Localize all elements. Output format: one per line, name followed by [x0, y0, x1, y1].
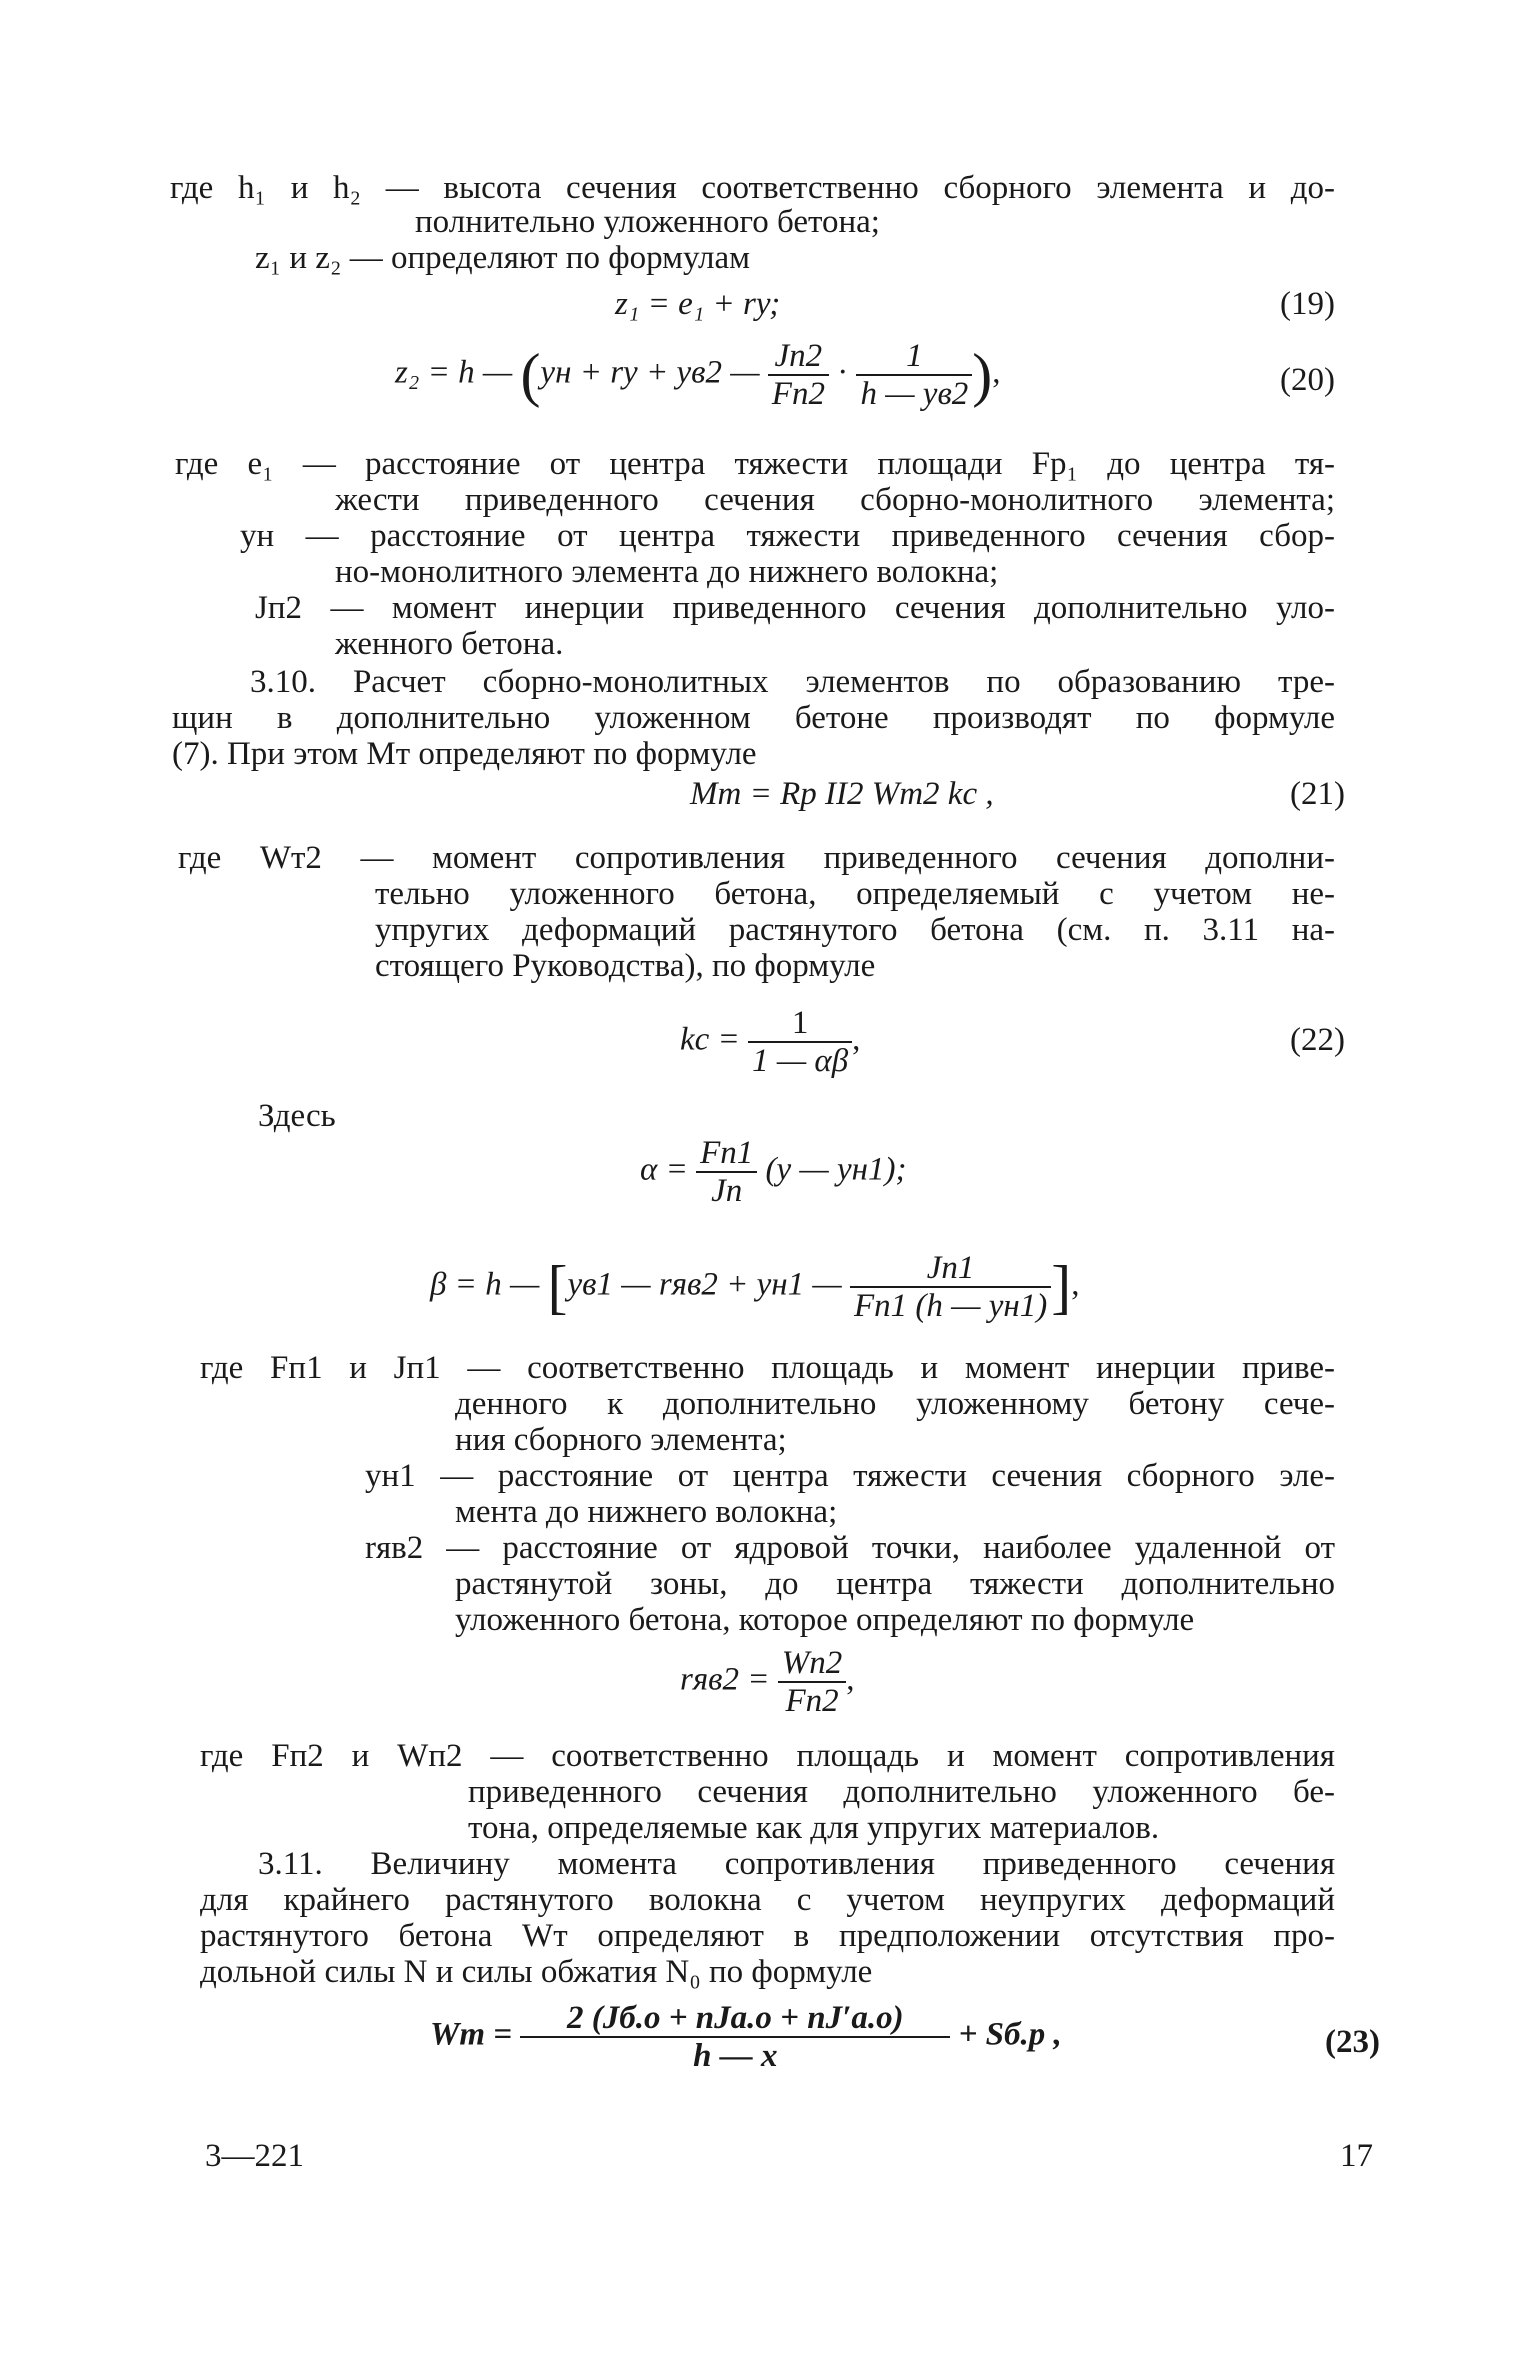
text-line: стоящего Руководства), по формуле — [375, 948, 876, 984]
alpha-tail: (y — yн1); — [765, 1151, 907, 1188]
text-line: тельно уложенного бетона, определяемый с учетом не- — [375, 876, 1335, 912]
fraction-numerator: Jп2 — [768, 338, 829, 376]
fraction-denominator: Fп2 — [771, 376, 825, 412]
text-line: растянутого бетона Wт определяют в предположении отсутствия про- — [200, 1918, 1335, 1954]
text-line: z₁ и z₂ — определяют по формулам — [255, 240, 751, 276]
text-line: Jп2 — момент инерции приведенного сечения дополнительно уло- — [255, 590, 1335, 626]
text-line: жести приведенного сечения сборно-монолитного элемента; — [335, 482, 1335, 518]
fraction-numerator: Fп1 — [696, 1135, 757, 1173]
text-line: дольной силы N и силы обжатия N₀ по формуле — [200, 1954, 873, 1990]
dot-operator: · — [837, 354, 849, 391]
fraction — [696, 1135, 757, 1209]
equation-20 — [395, 338, 1001, 412]
text-line: где e₁ — расстояние от центра тяжести площади Fр₁ до центра тя- — [175, 446, 1335, 482]
text-line: растянутой зоны, до центра тяжести дополнительно — [455, 1566, 1335, 1602]
text-line: где h₁ и h₂ — высота сечения соответственно сборного элемента и до- — [170, 170, 1335, 206]
equation-number: (20) — [1280, 362, 1335, 398]
text-line: где Fп2 и Wп2 — соответственно площадь и момент сопротивления — [200, 1738, 1335, 1774]
fraction — [520, 2000, 950, 2074]
fraction-denominator: Jп — [711, 1173, 743, 1209]
equation-23 — [430, 2000, 1062, 2074]
fraction-numerator: 2 (Jб.о + nJа.о + nJ′а.о) — [520, 2000, 950, 2038]
fraction-numerator: 1 — [748, 1005, 852, 1043]
fraction — [778, 1645, 847, 1719]
text-line: щин в дополнительно уложенном бетоне производят по формуле — [172, 700, 1335, 736]
eq23-tail: + Sб.р , — [958, 2016, 1062, 2053]
fraction-numerator: 1 — [856, 338, 972, 376]
equation-alpha — [640, 1135, 907, 1209]
beta-inner: yв1 — rяв2 + yн1 — — [567, 1266, 842, 1303]
text-line: но-монолитного элемента до нижнего волокна; — [335, 554, 999, 590]
equation-22 — [680, 1005, 860, 1079]
page-number: 17 — [1340, 2138, 1373, 2174]
text-line: приведенного сечения дополнительно уложенного бе- — [468, 1774, 1335, 1810]
close-bracket: ] — [1051, 1254, 1072, 1320]
fraction-denominator: h — x — [693, 2038, 778, 2074]
text-line: 3.10. Расчет сборно-монолитных элементов по образованию тре- — [250, 664, 1335, 700]
eq22-lhs: kс = — [680, 1021, 740, 1058]
open-bracket: [ — [547, 1254, 568, 1320]
fraction-denominator: Fп1 (h — yн1) — [853, 1288, 1048, 1324]
fraction-denominator: Fп2 — [785, 1683, 839, 1719]
text-line: (7). При этом Mт определяют по формуле — [172, 736, 757, 772]
fraction-numerator: Wп2 — [778, 1645, 847, 1683]
equation-number: (21) — [1290, 776, 1345, 812]
text-line: Здесь — [258, 1098, 336, 1134]
text-line: 3.11. Величину момента сопротивления приведенного сечения — [258, 1846, 1335, 1882]
close-paren: ) — [972, 342, 993, 408]
text-line: упругих деформаций растянутого бетона (см. п. 3.11 на- — [375, 912, 1335, 948]
comma: , — [992, 354, 1001, 391]
alpha-lhs: α = — [640, 1151, 688, 1188]
comma: , — [846, 1661, 855, 1698]
equation-21: Mт = Rр II2 Wт2 kс , — [690, 776, 994, 812]
ryav-lhs: rяв2 = — [680, 1661, 770, 1698]
eq20-inner: yн + rу + yв2 — — [540, 354, 760, 391]
open-paren: ( — [520, 342, 541, 408]
eq23-lhs: Wт = — [430, 2016, 513, 2053]
footer-signature: 3—221 — [205, 2138, 304, 2174]
eq20-lhs: z₂ = h — — [395, 354, 521, 391]
fraction — [856, 338, 972, 412]
fraction — [850, 1250, 1051, 1324]
text-line: тона, определяемые как для упругих материалов. — [468, 1810, 1160, 1846]
equation-number: (23) — [1325, 2024, 1380, 2060]
fraction — [768, 338, 829, 412]
fraction-denominator: 1 — αβ — [752, 1043, 849, 1079]
text-line: rяв2 — расстояние от ядровой точки, наиболее удаленной от — [365, 1530, 1335, 1566]
text-line: yн1 — расстояние от центра тяжести сечения сборного эле- — [365, 1458, 1335, 1494]
equation-beta — [430, 1250, 1079, 1324]
comma: , — [1071, 1266, 1080, 1303]
text-line: где Wт2 — момент сопротивления приведенного сечения дополни- — [178, 840, 1335, 876]
text-line: yн — расстояние от центра тяжести приведенного сечения сбор- — [240, 518, 1335, 554]
equation-ryav2 — [680, 1645, 855, 1719]
text-line: уложенного бетона, которое определяют по формуле — [455, 1602, 1195, 1638]
text-line: где Fп1 и Jп1 — соответственно площадь и момент инерции приве- — [200, 1350, 1335, 1386]
text-line: денного к дополнительно уложенному бетону сече- — [455, 1386, 1335, 1422]
equation-number: (22) — [1290, 1022, 1345, 1058]
fraction-numerator: Jп1 — [850, 1250, 1051, 1288]
text-line: мента до нижнего волокна; — [455, 1494, 838, 1530]
fraction-denominator: h — yв2 — [860, 376, 969, 412]
equation-19: z₁ = e₁ + rу; — [615, 286, 781, 322]
comma: , — [852, 1021, 861, 1058]
beta-lhs: β = h — — [430, 1266, 540, 1303]
text-line: полнительно уложенного бетона; — [415, 204, 880, 240]
equation-number: (19) — [1280, 286, 1335, 322]
fraction — [748, 1005, 852, 1079]
text-line: женного бетона. — [335, 626, 564, 662]
text-line: для крайнего растянутого волокна с учетом неупругих деформаций — [200, 1882, 1335, 1918]
text-line: ния сборного элемента; — [455, 1422, 787, 1458]
